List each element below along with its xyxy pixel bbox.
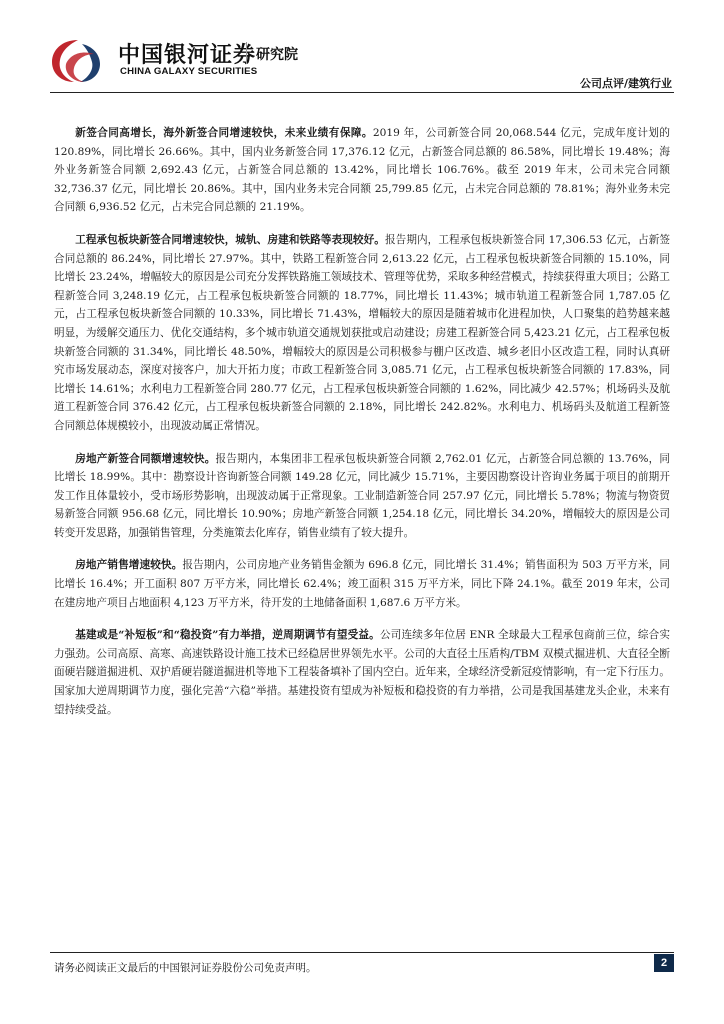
paragraph-engineering — [54, 231, 670, 436]
paragraph-real-estate-contracts — [54, 450, 670, 543]
page-header — [0, 0, 724, 100]
page-number: 2 — [654, 954, 674, 972]
footer-rule — [50, 952, 674, 953]
paragraph-real-estate-sales — [54, 556, 670, 612]
galaxy-logo-icon — [48, 36, 108, 86]
paragraph-lead: 房地产新签合同额增速较快。 — [75, 452, 216, 465]
report-section-label: 公司点评/建筑行业 — [579, 77, 672, 90]
paragraph-new-contracts — [54, 124, 670, 217]
paragraph-text: 报告期内，公司房地产业务销售金额为 696.8 亿元，同比增长 31.4%；销售面积为 503 万平方米，同比增长 16.4%；开工面积 807 万平方米，同比增长 62.4%；竣工面积 315 万平方米，同比下降 24.1%。截至 2019 年末，公司在建房地产项目占地面积 4,123 万平方米，待开发的土地储备面积 1,687.6 万平方米。 — [54, 559, 670, 609]
paragraph-text: 公司连续多年位居 ENR 全球最大工程承包商前三位，综合实力强劲。公司高原、高寒、高速铁路设计施工技术已经稳居世界领先水平。公司的大直径土压盾构/TBM 双模式掘进机、大直径全断面硬岩隧道掘进机、双护盾硬岩隧道掘进机等地下工程装备填补了国内空白。近年来，全球经济受新冠疫情影响，有一定下行压力。国家加大逆周期调节力度，强化完善“六稳”举措。基建投资有望成为补短板和稳投资的有力举措，公司是我国基建龙头企业，未来有望持续受益。 — [54, 629, 671, 716]
paragraph-infrastructure — [54, 626, 670, 719]
paragraph-text: 报告期内，工程承包板块新签合同 17,306.53 亿元，占新签合同总额的 86.24%，同比增长 27.97%。其中，铁路工程新签合同 2,613.22 亿元，占工程承包板块新签合同额的 15.10%，同比增长 23.24%，增幅较大的原因是公司充分发挥铁路施工领域技术、管理等优势，采取多种经营模式，持续获得重大项目；公路工程新签合同 3,248.19 亿元，占工程承包板块新签合同额的 18.77%，同比增长 11.43%；城市轨道工程新签合同 1,787.05 亿元，占工程承包板块新签合同额的 10.33%，同比增长 71.43%，增幅较大的原因是随着城市化进程加快，人口聚集的趋势越来越明显，为缓解交通压力、优化交通结构，多个城市轨道交通规划获批或启动建设；房建工程新签合同 5,423.21 亿元，占工程承包板块新签合同额的 31.34%，同比增长 48.50%，增幅较大的原因是公司积极参与棚户区改造、城乡老旧小区改造工程，同时认真研究市场发展动态，深度对接客户，加大开拓力度；市政工程新签合同 3,085.71 亿元，占工程承包板块新签合同额的 17.83%，同比增长 14.61%；水利电力工程新签合同 280.77 亿元，占工程承包板块新签合同额的 1.62%，同比减少 42.57%；机场码头及航道工程新签合同 376.42 亿元，占工程承包板块新签合同额的 2.18%，同比增长 242.82%。水利电力、机场码头及航道工程新签合同额总体规模较小，出现波动属正常情况。 — [54, 233, 670, 432]
brand-name-en: CHINA GALAXY SECURITIES — [120, 66, 258, 77]
paragraph-text: 2019 年，公司新签合同 20,068.544 亿元，完成年度计划的 120.89%，同比增长 26.66%。其中，国内业务新签合同 17,376.12 亿元，占新签合同总额的 86.58%，同比增长 19.48%；海外业务新签合同额 2,692.43 亿元，占新签合同总额的 13.42%，同比增长 106.76%。截至 2019 年末，公司未完合同额 32,736.37 亿元，同比增长 20.86%。其中，国内业务未完合同额 25,799.85 亿元，占未完合同总额的 78.81%；海外业务未完合同额 6,936.52 亿元，占未完合同总额的 21.19%。 — [54, 127, 670, 214]
paragraph-lead: 新签合同高增长，海外新签合同增速较快，未来业绩有保障。 — [75, 127, 373, 139]
paragraph-text: 报告期内，本集团非工程承包板块新签合同额 2,762.01 亿元，占新签合同总额的 13.76%，同比增长 18.99%。其中：勘察设计咨询新签合同额 149.28 亿元，同比减少 15.71%，主要因勘察设计咨询业务属于项目的前期开发工作且体量较小，受市场形势影响，出现波动属于正常现象。工业制造新签合同 257.97 亿元，同比增长 5.78%；物流与物资贸易新签合同额 956.68 亿元，同比增长 10.90%；房地产新签合同额 1,254.18 亿元，同比增长 34.20%，增幅较大的原因是公司转变开发思路，加强销售管理，分类施策去化库存，销售业绩有了较大提升。 — [54, 452, 670, 539]
brand-divider — [246, 42, 247, 64]
paragraph-lead: 工程承包板块新签合同增速较快，城轨、房建和铁路等表现较好。 — [75, 233, 385, 246]
paragraph-lead: 基建或是“补短板”和“稳投资”有力举措，逆周期调节有望受益。 — [75, 629, 380, 642]
report-body — [54, 124, 670, 733]
disclaimer-text: 请务必阅读正文最后的中国银河证券股份公司免责声明。 — [54, 962, 317, 974]
brand-name-cn: 中国银河证券 — [118, 43, 257, 68]
paragraph-lead: 房地产销售增速较快。 — [75, 559, 183, 572]
header-rule — [50, 92, 674, 93]
institute-label: 研究院 — [256, 47, 298, 63]
